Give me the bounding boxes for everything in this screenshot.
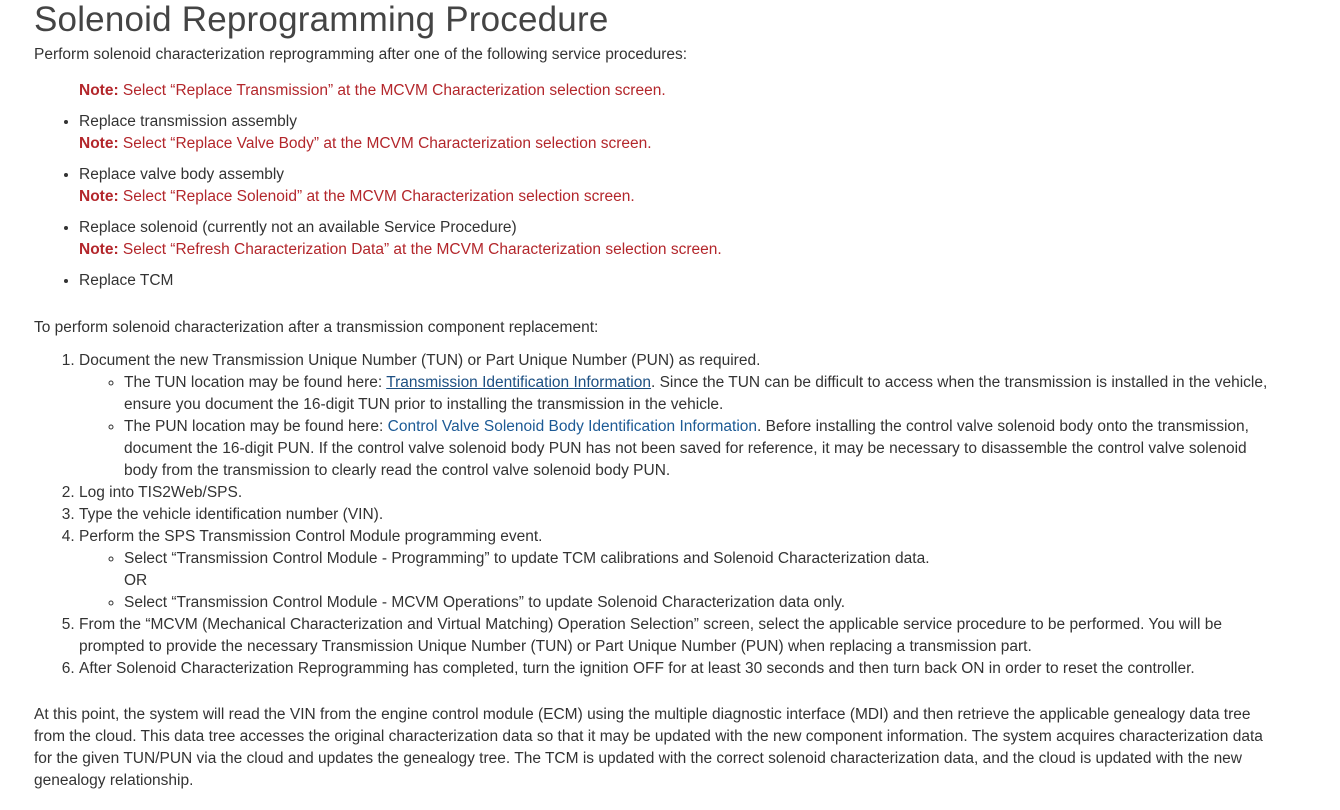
note-text: Select “Replace Transmission” at the MCVM Characterization selection screen. (122, 82, 666, 99)
steps-list (34, 350, 1274, 680)
procedure-note (79, 188, 635, 205)
note-label: Note: (79, 82, 119, 99)
step-item (79, 614, 1274, 658)
list-item (79, 217, 1274, 261)
note-label: Note: (79, 135, 119, 152)
substep-text: Select “Transmission Control Module - Programming” to update TCM calibrations and Solenoid Characterization data. (124, 550, 930, 567)
note-text: Select “Replace Solenoid” at the MCVM Characterization selection screen. (122, 188, 635, 205)
step-text: Type the vehicle identification number (VIN). (79, 506, 384, 523)
procedure-list (34, 111, 1274, 292)
steps-intro: To perform solenoid characterization after a transmission component replacement: (34, 319, 599, 336)
intro-text: Perform solenoid characterization reprogramming after one of the following service procedures: (34, 46, 688, 63)
procedure-note (79, 241, 722, 258)
step-item (79, 350, 1274, 482)
note-label: Note: (79, 241, 119, 258)
page-title: Solenoid Reprogramming Procedure (34, 0, 609, 39)
substep-item (124, 416, 1274, 482)
substep-text: . Since the TUN can be difficult to access when the transmission is installed in the vehicle, ensure you document the 16-digit TUN prior to installing the transmission in the vehicle. (124, 374, 1268, 413)
procedure-text: Replace TCM (79, 272, 174, 289)
or-text: OR (124, 572, 148, 589)
substep-item (124, 592, 1274, 614)
substep-text: The PUN location may be found here: (124, 418, 388, 435)
substep-item (124, 372, 1274, 416)
substep-list (79, 372, 1274, 482)
note-replace-transmission (79, 80, 1274, 102)
procedure-text: Replace valve body assembly (79, 166, 285, 183)
control-valve-identification-link[interactable]: Control Valve Solenoid Body Identification Information (387, 418, 757, 435)
step-item (79, 526, 1274, 614)
document-body (34, 0, 1274, 792)
step-item (79, 658, 1274, 680)
step-text: Log into TIS2Web/SPS. (79, 484, 243, 501)
step-item (79, 482, 1274, 504)
step-item (79, 504, 1274, 526)
step-text: Document the new Transmission Unique Number (TUN) or Part Unique Number (PUN) as required. (79, 352, 761, 369)
note-label: Note: (79, 188, 119, 205)
list-item (79, 164, 1274, 208)
step-text: After Solenoid Characterization Reprogramming has completed, turn the ignition OFF for at least 30 seconds and then turn back ON in order to reset the controller. (79, 660, 1195, 677)
closing-paragraph: At this point, the system will read the VIN from the engine control module (ECM) using the multiple diagnostic interface (MDI) and then retrieve the applicable genealogy data tree from the cloud. This data tree accesses the original characterization data so that it may be updated with the new component information. The system acquires characterization data for the given TUN/PUN via the cloud and updates the genealogy tree. The TCM is updated with the correct solenoid characterization data, and the cloud is updated with the new genealogy relationship. (34, 706, 1263, 789)
substep-text: Select “Transmission Control Module - MCVM Operations” to update Solenoid Characterization data only. (124, 594, 846, 611)
step-text: Perform the SPS Transmission Control Module programming event. (79, 528, 543, 545)
procedure-text: Replace solenoid (currently not an available Service Procedure) (79, 219, 517, 236)
note-text: Select “Refresh Characterization Data” at the MCVM Characterization selection screen. (122, 241, 722, 258)
substep-item (124, 548, 1274, 592)
transmission-identification-link[interactable]: Transmission Identification Information (386, 374, 651, 391)
list-item (79, 111, 1274, 155)
list-item (79, 270, 1274, 292)
note-text: Select “Replace Valve Body” at the MCVM Characterization selection screen. (122, 135, 652, 152)
step-text: From the “MCVM (Mechanical Characterization and Virtual Matching) Operation Selection” screen, select the applicable service procedure to be performed. You will be prompted to provide the necessary Transmission Unique Number (TUN) or Part Unique Number (PUN) when replacing a transmission part. (79, 616, 1222, 655)
procedure-note (79, 135, 652, 152)
substep-text: . Before installing the control valve solenoid body onto the transmission, document the 16-digit PUN. If the control valve solenoid body PUN has not been saved for reference, it may be necessary to disassemble the control valve solenoid body from the transmission to clearly read the control valve solenoid body PUN. (124, 418, 1249, 479)
substep-list (79, 548, 1274, 614)
substep-text: The TUN location may be found here: (124, 374, 387, 391)
procedure-text: Replace transmission assembly (79, 113, 297, 130)
